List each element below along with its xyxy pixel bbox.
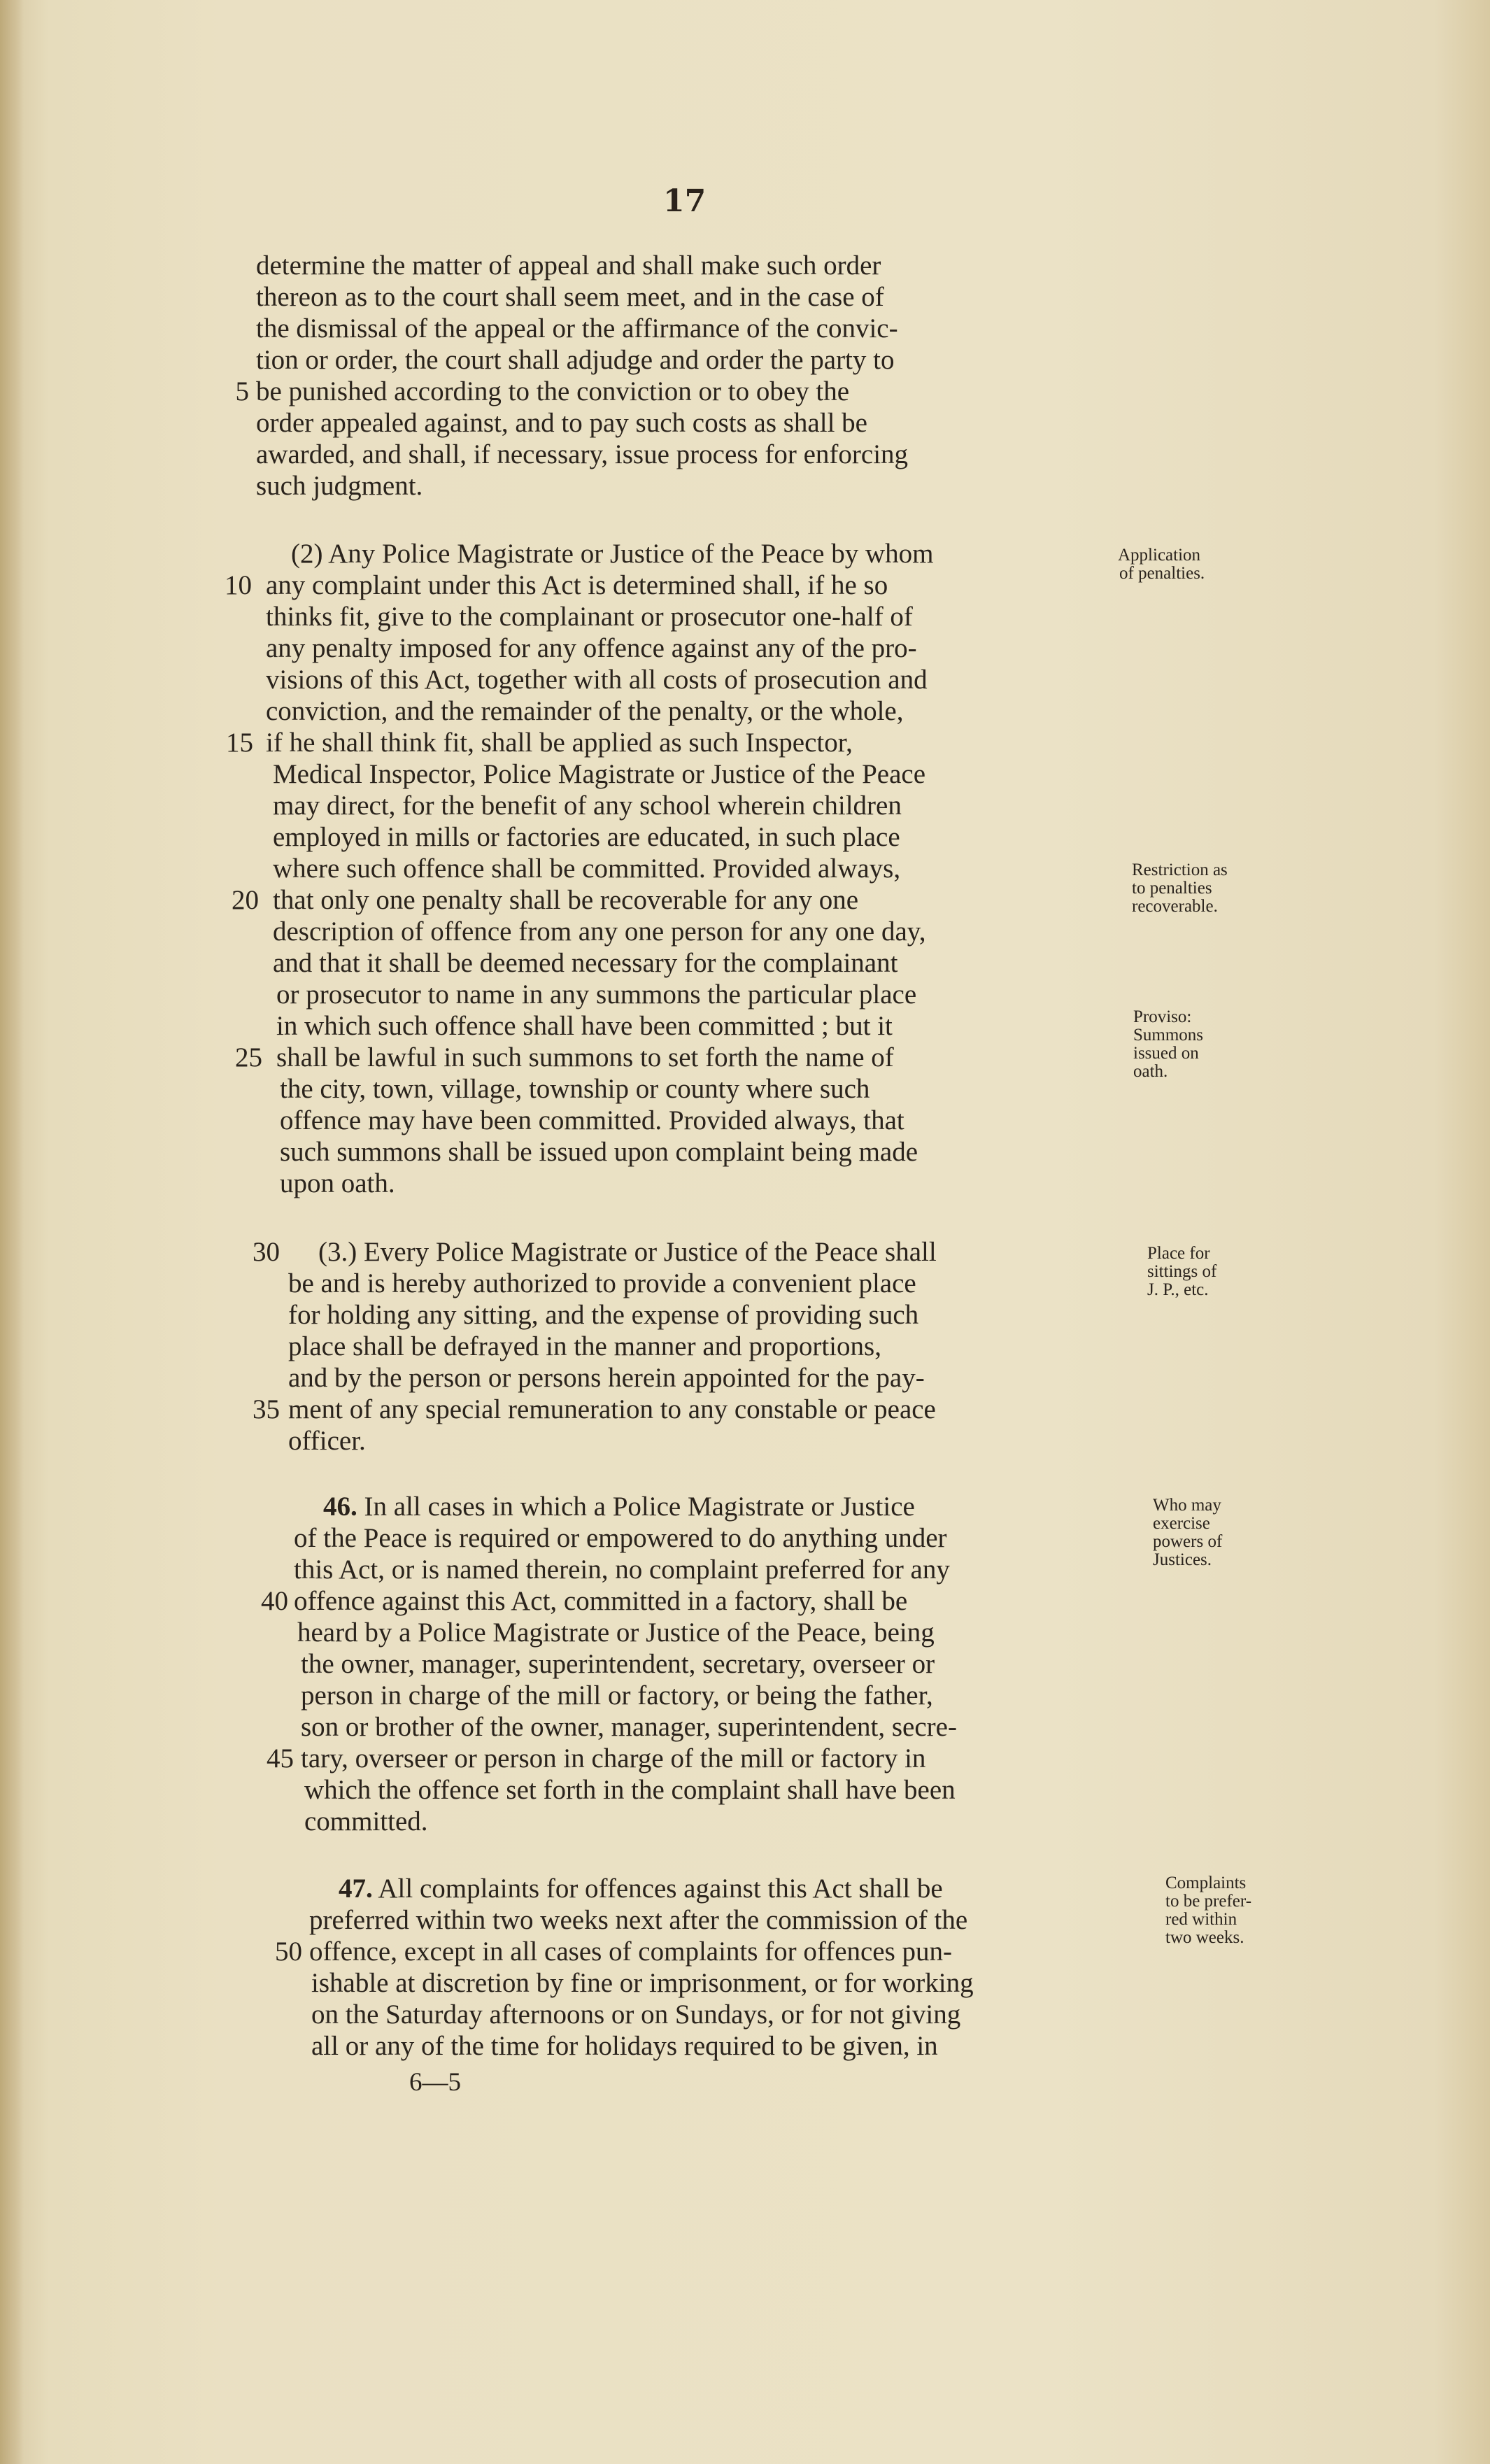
text-line: person in charge of the mill or factory, or being the father, xyxy=(301,1680,933,1711)
section-46-first-line xyxy=(323,1492,915,1522)
margin-note: red within xyxy=(1165,1910,1237,1929)
line-number: 45 xyxy=(267,1743,294,1773)
text-line: for holding any sitting, and the expense of providing such xyxy=(288,1300,919,1330)
text-line: place shall be defrayed in the manner and proportions, xyxy=(288,1331,881,1361)
text-line: of the Peace is required or empowered to do anything under xyxy=(294,1523,947,1553)
margin-note: Justices. xyxy=(1153,1550,1212,1569)
text-line: tary, overseer or person in charge of the mill or factory in xyxy=(301,1743,926,1773)
text-line: tion or order, the court shall adjudge and order the party to xyxy=(256,345,895,375)
text-line: determine the matter of appeal and shall make such order xyxy=(256,250,881,281)
text-line: the owner, manager, superintendent, secretary, overseer or xyxy=(301,1649,935,1679)
margin-note: to penalties xyxy=(1132,879,1212,898)
text-line: (2) Any Police Magistrate or Justice of the Peace by whom xyxy=(291,539,934,569)
line-number: 15 xyxy=(226,728,253,758)
text-line: son or brother of the owner, manager, superintendent, secre- xyxy=(301,1712,957,1742)
text-line: ment of any special remuneration to any constable or peace xyxy=(288,1394,936,1424)
text-line: this Act, or is named therein, no complaint preferred for any xyxy=(294,1555,950,1585)
margin-note: Application xyxy=(1118,546,1201,565)
text-line: Medical Inspector, Police Magistrate or Justice of the Peace xyxy=(273,759,926,789)
text-line: thinks fit, give to the complainant or prosecutor one-half of xyxy=(266,602,913,632)
text-line: preferred within two weeks next after the commission of the xyxy=(309,1905,968,1935)
margin-note: J. P., etc. xyxy=(1147,1280,1209,1299)
section-number: 47. xyxy=(339,1874,373,1904)
margin-note: Proviso: xyxy=(1133,1007,1192,1026)
text-line: shall be lawful in such summons to set forth the name of xyxy=(276,1042,894,1072)
text-line: officer. xyxy=(288,1426,366,1456)
margin-note: two weeks. xyxy=(1165,1928,1244,1947)
page-number: 17 xyxy=(663,183,707,219)
text-line: be and is hereby authorized to provide a convenient place xyxy=(288,1268,916,1298)
margin-note: sittings of xyxy=(1147,1262,1217,1281)
margin-note: exercise xyxy=(1153,1514,1210,1533)
margin-note: Complaints xyxy=(1165,1874,1247,1892)
text-line: In all cases in which a Police Magistrate or Justice xyxy=(364,1492,915,1522)
text-line: any penalty imposed for any offence against any of the pro- xyxy=(266,633,917,663)
line-number: 10 xyxy=(225,570,252,600)
line-number: 40 xyxy=(261,1586,288,1616)
text-line: the dismissal of the appeal or the affirmance of the convic- xyxy=(256,313,898,344)
text-line: which the offence set forth in the complaint shall have been xyxy=(304,1775,956,1805)
text-line: be punished according to the conviction or to obey the xyxy=(256,376,850,406)
text-line: thereon as to the court shall seem meet, and in the case of xyxy=(256,282,884,312)
text-line: such summons shall be issued upon complaint being made xyxy=(280,1137,918,1167)
text-line: may direct, for the benefit of any school wherein children xyxy=(273,791,902,821)
binding-shadow xyxy=(0,0,24,2464)
text-line: that only one penalty shall be recoverable for any one xyxy=(273,885,859,915)
margin-note: Who may xyxy=(1153,1496,1221,1515)
text-line: order appealed against, and to pay such costs as shall be xyxy=(256,408,867,438)
text-line: if he shall think fit, shall be applied as such Inspector, xyxy=(266,728,853,758)
line-number: 30 xyxy=(253,1237,280,1267)
text-line: employed in mills or factories are educated, in such place xyxy=(273,822,900,852)
text-line: All complaints for offences against this Act shall be xyxy=(378,1874,943,1904)
text-line: (3.) Every Police Magistrate or Justice of the Peace shall xyxy=(318,1237,937,1267)
margin-note: to be prefer- xyxy=(1165,1892,1252,1911)
line-number: 25 xyxy=(235,1042,262,1072)
text-line: such judgment. xyxy=(256,471,423,501)
margin-note: of penalties. xyxy=(1119,564,1205,583)
text-line: any complaint under this Act is determined shall, if he so xyxy=(266,570,888,600)
line-number: 50 xyxy=(275,1936,302,1967)
text-line: description of offence from any one person for any one day, xyxy=(273,916,926,947)
signature-mark: 6—5 xyxy=(409,2068,461,2097)
margin-note: powers of xyxy=(1153,1532,1223,1551)
text-line: and by the person or persons herein appointed for the pay- xyxy=(288,1363,925,1393)
text-line: conviction, and the remainder of the penalty, or the whole, xyxy=(266,696,904,726)
text-line: offence, except in all cases of complaints for offences pun- xyxy=(309,1936,953,1967)
text-line: or prosecutor to name in any summons the particular place xyxy=(276,979,917,1010)
text-line: awarded, and shall, if necessary, issue process for enforcing xyxy=(256,439,909,469)
text-line: offence may have been committed. Provided always, that xyxy=(280,1105,904,1135)
text-line: and that it shall be deemed necessary for the complainant xyxy=(273,948,898,978)
text-line: ishable at discretion by fine or imprisonment, or for working xyxy=(311,1968,974,1998)
margin-note: Place for xyxy=(1147,1244,1210,1263)
text-line: visions of this Act, together with all costs of prosecution and xyxy=(266,665,928,695)
text-line: offence against this Act, committed in a factory, shall be xyxy=(294,1586,908,1616)
text-line: all or any of the time for holidays required to be given, in xyxy=(311,2031,938,2061)
section-47-first-line xyxy=(339,1874,943,1904)
margin-note: oath. xyxy=(1133,1062,1168,1081)
line-number: 5 xyxy=(235,376,249,406)
text-line: the city, town, village, township or county where such xyxy=(280,1074,870,1104)
text-line: in which such offence shall have been committed ; but it xyxy=(276,1011,893,1041)
text-line: where such offence shall be committed. Provided always, xyxy=(273,854,901,884)
text-line: heard by a Police Magistrate or Justice of the Peace, being xyxy=(297,1617,935,1648)
line-number: 20 xyxy=(232,885,259,915)
text-line: upon oath. xyxy=(280,1168,395,1198)
margin-note: issued on xyxy=(1133,1044,1199,1063)
margin-note: recoverable. xyxy=(1132,897,1218,916)
text-line: committed. xyxy=(304,1806,428,1836)
margin-note: Restriction as xyxy=(1132,861,1228,879)
text-line: on the Saturday afternoons or on Sundays, or for not giving xyxy=(311,1999,961,2030)
margin-note: Summons xyxy=(1133,1026,1204,1045)
section-number: 46. xyxy=(323,1492,357,1522)
line-number: 35 xyxy=(253,1394,280,1424)
